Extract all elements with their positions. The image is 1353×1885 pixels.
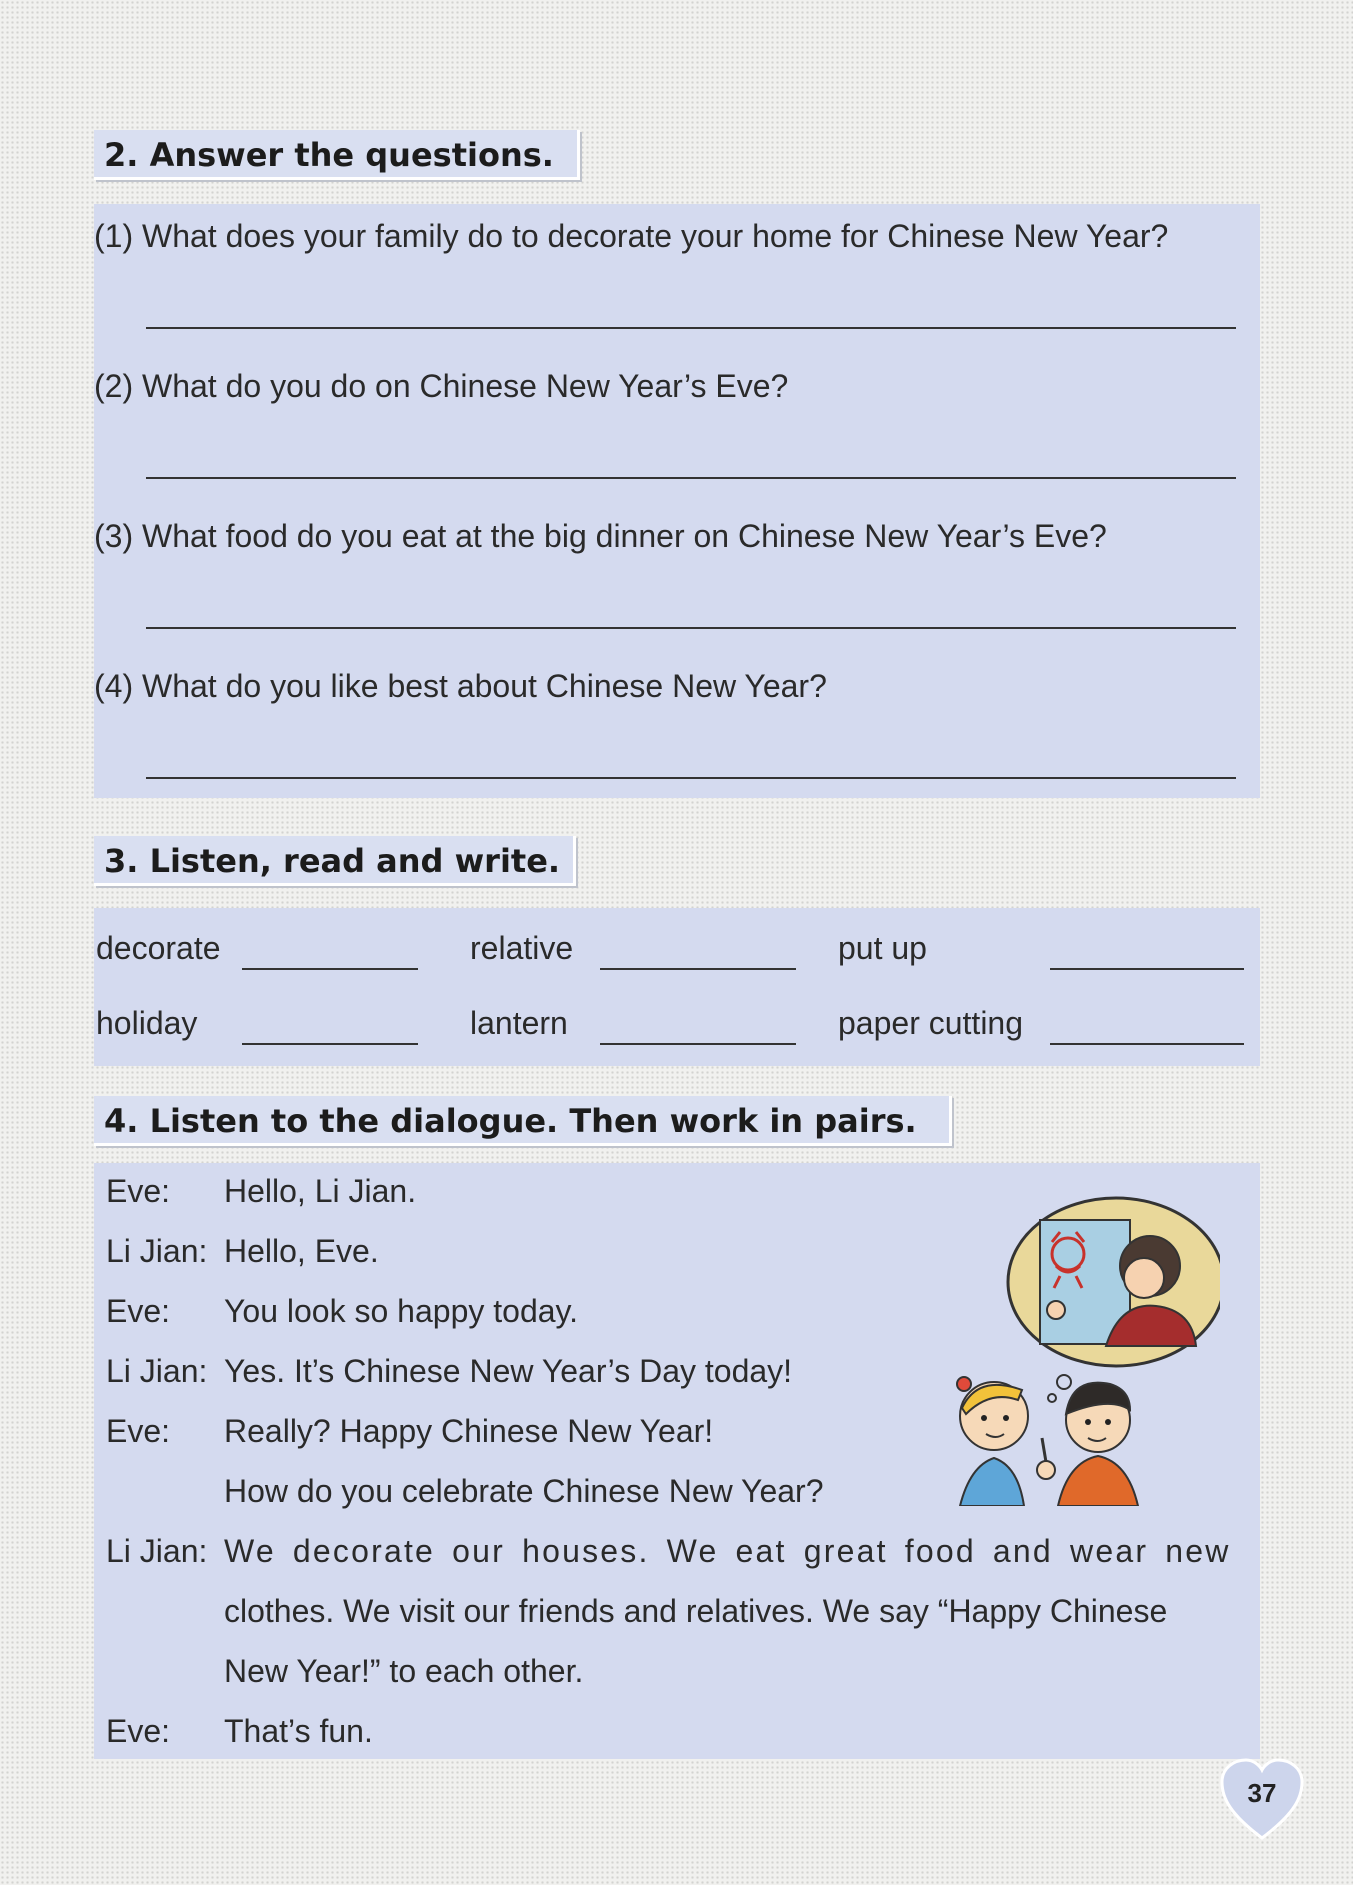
dialogue-line: We decorate our houses. We eat great food and wear new (224, 1533, 1231, 1569)
dialogue-line: Yes. It’s Chinese New Year’s Day today! (224, 1353, 793, 1389)
dialogue-line: clothes. We visit our friends and relatives. We say “Happy Chinese (224, 1593, 1168, 1629)
question-2: (2) What do you do on Chinese New Year’s Eve? (94, 368, 789, 404)
page-number: 37 (1247, 1778, 1277, 1808)
dialogue-line: You look so happy today. (224, 1293, 579, 1329)
speaker-label: Li Jian: (106, 1233, 208, 1269)
speaker-label: Eve: (106, 1173, 171, 1209)
speaker-label: Eve: (106, 1293, 171, 1329)
speaker-label: Li Jian: (106, 1353, 208, 1389)
speaker-label: Li Jian: (106, 1533, 208, 1569)
blank-put-up[interactable] (1050, 968, 1244, 970)
speaker-label: Eve: (106, 1413, 171, 1449)
dialogue-line: Hello, Eve. (224, 1233, 379, 1269)
section-2-panel (94, 204, 1260, 798)
word-lantern: lantern (470, 1005, 568, 1041)
word-holiday: holiday (96, 1005, 198, 1041)
word-relative: relative (470, 930, 574, 966)
answer-line-2[interactable] (146, 477, 1236, 479)
dialogue-line: How do you celebrate Chinese New Year? (224, 1473, 824, 1509)
dialogue-line: Hello, Li Jian. (224, 1173, 417, 1209)
section-3-title: 3. Listen, read and write. (94, 836, 576, 886)
section-2-title: 2. Answer the questions. (94, 130, 580, 180)
answer-line-1[interactable] (146, 327, 1236, 329)
word-paper-cutting: paper cutting (838, 1005, 1024, 1041)
dialogue-line: Really? Happy Chinese New Year! (224, 1413, 714, 1449)
dialogue-line: That’s fun. (224, 1713, 373, 1749)
word-put-up: put up (838, 930, 927, 966)
answer-line-3[interactable] (146, 627, 1236, 629)
dialogue-line: New Year!” to each other. (224, 1653, 584, 1689)
speaker-label: Eve: (106, 1713, 171, 1749)
blank-holiday[interactable] (242, 1043, 418, 1045)
page-number-heart-icon (1220, 1758, 1304, 1842)
question-1: (1) What does your family do to decorate your home for Chinese New Year? (94, 218, 1169, 254)
word-decorate: decorate (96, 930, 221, 966)
question-3: (3) What food do you eat at the big dinner on Chinese New Year’s Eve? (94, 518, 1107, 554)
blank-paper-cutting[interactable] (1050, 1043, 1244, 1045)
children-illustration-icon (940, 1196, 1220, 1506)
blank-relative[interactable] (600, 968, 796, 970)
section-3-panel (94, 908, 1260, 1066)
section-4-title: 4. Listen to the dialogue. Then work in pairs. (94, 1096, 952, 1146)
blank-decorate[interactable] (242, 968, 418, 970)
answer-line-4[interactable] (146, 777, 1236, 779)
blank-lantern[interactable] (600, 1043, 796, 1045)
question-4: (4) What do you like best about Chinese New Year? (94, 668, 827, 704)
